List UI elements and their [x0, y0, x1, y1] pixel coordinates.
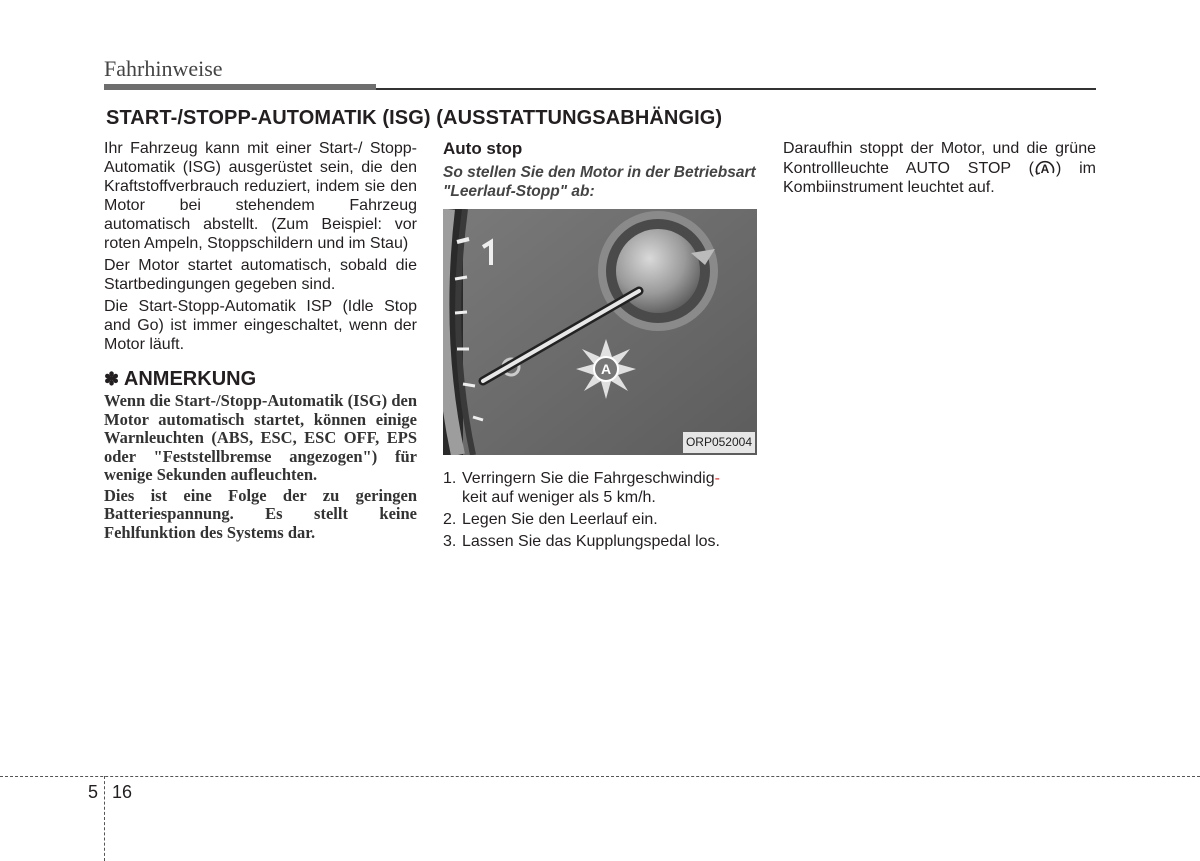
step-text: Verringern Sie die Fahrgeschwindig- keit auf weniger als 5 km/h.: [462, 470, 720, 506]
note-body-2: Dies ist eine Folge der zu geringen Batteriespannung. Es stellt keine Fehlfunktion des Systems dar.: [104, 485, 417, 542]
header-rule-accent: [104, 84, 376, 90]
chapter-title: Fahrhinweise: [104, 56, 223, 81]
step-item: [443, 469, 757, 507]
middle-column: [443, 139, 757, 554]
start-condition-paragraph: Der Motor startet automatisch, sobald die Startbedingungen gegeben sind.: [104, 257, 417, 293]
tachometer-illustration: [443, 209, 757, 455]
step-item: [443, 532, 757, 551]
left-column: [104, 139, 417, 542]
note-title-label: ANMERKUNG: [123, 368, 257, 390]
note-star-icon: ✽: [104, 369, 120, 389]
isp-paragraph: Die Start-Stopp-Automatik ISP (Idle Stop and Go) ist immer eingeschaltet, wenn der Motor läuft.: [104, 298, 417, 353]
result-text-before: Daraufhin stoppt der Motor, und die grüne Kontrollleuchte AUTO STOP (: [783, 140, 1096, 177]
note-title: [104, 368, 417, 390]
chapter-number: 5: [88, 782, 99, 802]
gauge-figure: [443, 209, 757, 455]
note-body-1: Wenn die Start-/Stopp-Automatik (ISG) den Motor automatisch startet, können einige Warnleuchten (ABS, ESC, ESC OFF, EPS oder "Feststellbremse angezogen") für wenige Sekunden aufleuchten.: [104, 391, 417, 484]
step-number: 2.: [443, 511, 457, 528]
svg-text:A: A: [600, 361, 612, 377]
steps-list: [443, 469, 757, 551]
svg-text:A: A: [1040, 162, 1050, 176]
section-heading: START-/STOPP-AUTOMATIK (ISG) (AUSSTATTUNGSABHÄNGIG): [106, 107, 723, 129]
page-number: 16: [112, 782, 133, 802]
figure-code: ORP052004: [683, 432, 755, 453]
step-text: Legen Sie den Leerlauf ein.: [462, 511, 658, 528]
footer-rule: [0, 776, 1200, 777]
intro-paragraph: Ihr Fahrzeug kann mit einer Start-/ Stopp-Automatik (ISG) ausgerüstet sein, die den Kraftstoffverbrauch reduziert, indem sie den Motor bei stehendem Fahrzeug automatisch abstellt. (Zum Beispiel: vor roten Ampeln, Stoppschildern und im Stau): [104, 140, 417, 252]
instruction-text: So stellen Sie den Motor in der Betriebsart "Leerlauf-Stopp" ab:: [443, 164, 756, 200]
auto-stop-icon: [1034, 158, 1056, 176]
step-number: 3.: [443, 533, 457, 550]
step-number: 1.: [443, 470, 457, 487]
step-item: [443, 510, 757, 529]
step-text: Lassen Sie das Kupplungspedal los.: [462, 533, 720, 550]
result-text-after: ) im Kombiinstrument leuchtet auf.: [783, 160, 1097, 196]
footer-divider: [104, 776, 105, 861]
right-column: [783, 139, 1096, 197]
auto-stop-subheading: Auto stop: [443, 139, 523, 158]
